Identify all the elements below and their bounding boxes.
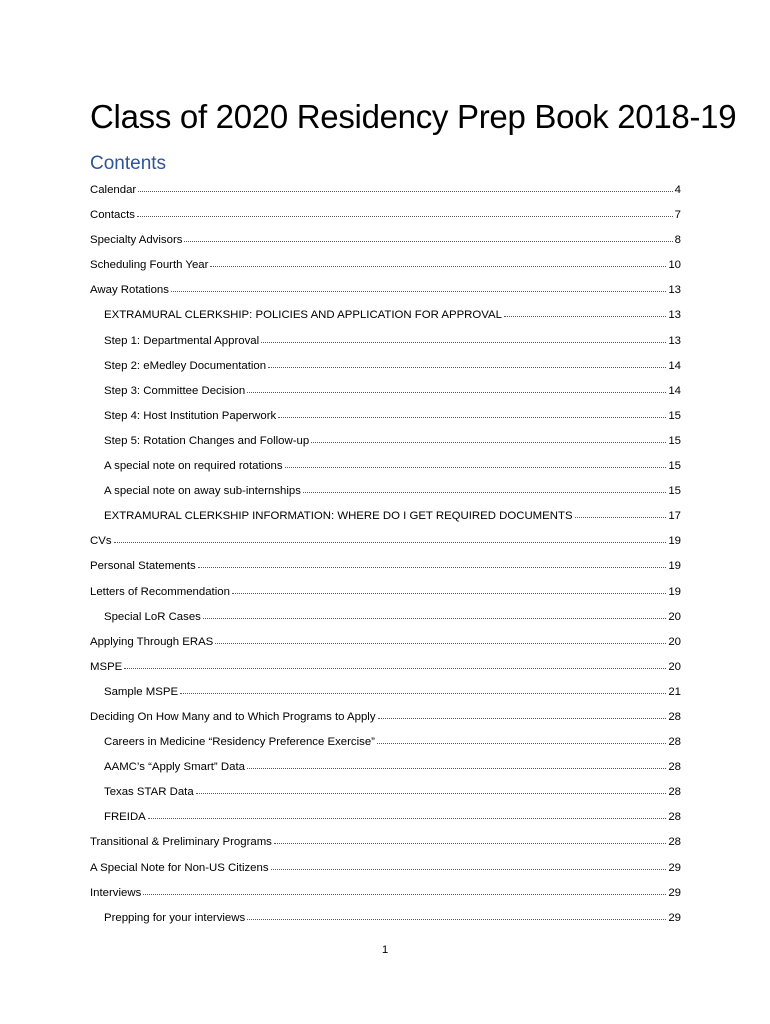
toc-entry-label[interactable]: Transitional & Preliminary Programs [90, 836, 272, 849]
toc-entry-page-number[interactable]: 19 [668, 535, 681, 548]
toc-dot-leader [247, 391, 666, 393]
toc-entry-page-number[interactable]: 13 [668, 309, 681, 322]
toc-entry-label[interactable]: Letters of Recommendation [90, 585, 230, 598]
toc-entry-label[interactable]: Contacts [90, 209, 135, 222]
toc-entry-page-number[interactable]: 10 [668, 259, 681, 272]
toc-entry-page-number[interactable]: 15 [668, 434, 681, 447]
toc-dot-leader [247, 767, 666, 769]
toc-entry-page-number[interactable]: 14 [668, 359, 681, 372]
toc-entry[interactable] [90, 454, 681, 479]
toc-dot-leader [303, 491, 666, 493]
toc-entry-label[interactable]: Calendar [90, 184, 137, 196]
toc-entry-label[interactable]: Deciding On How Many and to Which Programs to Apply [90, 710, 376, 723]
toc-dot-leader [203, 617, 666, 619]
toc-entry-label[interactable]: Special LoR Cases [104, 610, 201, 623]
toc-dot-leader [198, 566, 667, 568]
toc-entry[interactable] [90, 730, 681, 755]
toc-entry[interactable] [90, 805, 681, 830]
toc-entry[interactable] [90, 278, 681, 303]
toc-entry[interactable] [90, 680, 681, 705]
toc-entry[interactable] [90, 830, 681, 855]
toc-dot-leader [184, 240, 672, 242]
toc-entry-page-number[interactable]: 14 [668, 384, 681, 397]
toc-dot-leader [261, 341, 666, 343]
toc-dot-leader [124, 667, 666, 669]
toc-entry[interactable] [90, 379, 681, 404]
toc-entry[interactable] [90, 303, 681, 328]
toc-entry-label[interactable]: Sample MSPE [104, 685, 179, 698]
toc-entry-label[interactable]: Step 2: eMedley Documentation [104, 359, 267, 372]
toc-entry[interactable] [90, 780, 681, 805]
toc-entry-label[interactable]: FREIDA [104, 811, 146, 824]
toc-entry[interactable] [90, 203, 681, 228]
toc-entry[interactable] [90, 881, 681, 906]
toc-entry-page-number[interactable]: 20 [668, 660, 681, 673]
toc-entry-page-number[interactable]: 4 [674, 184, 681, 196]
toc-dot-leader [311, 441, 666, 443]
toc-entry-page-number[interactable]: 21 [668, 685, 681, 698]
toc-entry-label[interactable]: Step 5: Rotation Changes and Follow-up [104, 434, 310, 447]
toc-entry[interactable] [90, 354, 681, 379]
toc-dot-leader [171, 290, 666, 292]
toc-entry[interactable] [90, 580, 681, 605]
toc-entry-page-number[interactable]: 15 [668, 485, 681, 498]
toc-entry-page-number[interactable]: 28 [668, 736, 681, 749]
toc-entry-label[interactable]: MSPE [90, 660, 123, 673]
toc-entry-page-number[interactable]: 19 [668, 585, 681, 598]
toc-dot-leader [285, 466, 667, 468]
toc-entry-label[interactable]: Away Rotations [90, 284, 169, 297]
toc-entry-page-number[interactable]: 28 [668, 836, 681, 849]
toc-entry-label[interactable]: Scheduling Fourth Year [90, 259, 209, 272]
toc-entry-page-number[interactable]: 17 [668, 510, 681, 523]
toc-entry-page-number[interactable]: 13 [668, 334, 681, 347]
toc-entry[interactable] [90, 554, 681, 579]
toc-entry-label[interactable]: Interviews [90, 886, 142, 899]
toc-entry[interactable] [90, 178, 681, 203]
toc-entry-label[interactable]: Specialty Advisors [90, 234, 183, 247]
toc-dot-leader [137, 215, 673, 217]
toc-dot-leader [278, 416, 666, 418]
toc-dot-leader [504, 315, 666, 317]
toc-entry-page-number[interactable]: 29 [668, 911, 681, 924]
toc-entry[interactable] [90, 856, 681, 881]
toc-dot-leader [274, 842, 666, 844]
toc-entry[interactable] [90, 329, 681, 354]
toc-entry-label[interactable]: A Special Note for Non-US Citizens [90, 861, 269, 874]
toc-dot-leader [210, 265, 666, 267]
toc-entry-page-number[interactable]: 13 [668, 284, 681, 297]
toc-entry[interactable] [90, 529, 681, 554]
toc-dot-leader [377, 742, 666, 744]
toc-entry[interactable] [90, 479, 681, 504]
toc-entry-page-number[interactable]: 28 [668, 761, 681, 774]
toc-dot-leader [148, 817, 667, 819]
toc-entry[interactable] [90, 906, 681, 931]
toc-entry-page-number[interactable]: 28 [668, 710, 681, 723]
toc-entry[interactable] [90, 605, 681, 630]
toc-entry-page-number[interactable]: 15 [668, 460, 681, 473]
toc-entry[interactable] [90, 504, 681, 529]
toc-entry[interactable] [90, 755, 681, 780]
toc-entry-label[interactable]: Texas STAR Data [104, 786, 194, 799]
toc-entry[interactable] [90, 228, 681, 253]
toc-entry[interactable] [90, 253, 681, 278]
toc-entry[interactable] [90, 655, 681, 680]
toc-entry-label[interactable]: Step 3: Committee Decision [104, 384, 246, 397]
toc-entry-page-number[interactable]: 28 [668, 811, 681, 824]
toc-dot-leader [232, 592, 666, 594]
toc-entry[interactable] [90, 705, 681, 730]
table-of-contents [90, 178, 681, 931]
toc-entry-label[interactable]: CVs [90, 535, 112, 548]
toc-entry-page-number[interactable]: 19 [668, 560, 681, 573]
toc-entry-label[interactable]: AAMC’s “Apply Smart” Data [104, 761, 245, 774]
toc-entry[interactable] [90, 404, 681, 429]
toc-dot-leader [268, 366, 666, 368]
toc-dot-leader [215, 642, 666, 644]
toc-entry-label[interactable]: Prepping for your interviews [104, 911, 246, 924]
toc-entry-page-number[interactable]: 29 [668, 861, 681, 874]
toc-entry-page-number[interactable]: 28 [668, 786, 681, 799]
toc-entry-page-number[interactable]: 8 [674, 234, 681, 247]
toc-entry-label[interactable]: Step 4: Host Institution Paperwork [104, 409, 277, 422]
toc-entry-label[interactable]: Step 1: Departmental Approval [104, 334, 260, 347]
toc-entry-label[interactable]: A special note on required rotations [104, 460, 283, 473]
toc-entry-label[interactable]: Applying Through ERAS [90, 635, 214, 648]
document-title: Class of 2020 Residency Prep Book 2018-19 [90, 98, 737, 135]
toc-entry-page-number[interactable]: 20 [668, 610, 681, 623]
toc-dot-leader [114, 541, 667, 543]
toc-entry-label[interactable]: EXTRAMURAL CLERKSHIP: POLICIES AND APPLICATION FOR APPROVAL [104, 309, 502, 322]
toc-dot-leader [575, 516, 667, 518]
toc-entry-label[interactable]: Careers in Medicine “Residency Preference Exercise” [104, 736, 375, 749]
toc-dot-leader [378, 717, 667, 719]
toc-entry-page-number[interactable]: 7 [674, 209, 681, 222]
toc-dot-leader [196, 792, 667, 794]
toc-dot-leader [180, 692, 666, 694]
toc-entry-page-number[interactable]: 20 [668, 635, 681, 648]
toc-entry[interactable] [90, 630, 681, 655]
toc-entry-page-number[interactable]: 15 [668, 409, 681, 422]
toc-entry-label[interactable]: EXTRAMURAL CLERKSHIP INFORMATION: WHERE DO I GET REQUIRED DOCUMENTS [104, 510, 573, 523]
page-number: 1 [381, 944, 389, 956]
toc-dot-leader [247, 918, 666, 920]
toc-dot-leader [271, 868, 667, 870]
toc-entry[interactable] [90, 429, 681, 454]
toc-entry-label[interactable]: A special note on away sub-internships [104, 485, 301, 498]
contents-heading: Contents [90, 153, 167, 174]
toc-entry-page-number[interactable]: 29 [668, 886, 681, 899]
toc-dot-leader [143, 893, 666, 895]
toc-dot-leader [138, 190, 672, 192]
toc-entry-label[interactable]: Personal Statements [90, 560, 196, 573]
